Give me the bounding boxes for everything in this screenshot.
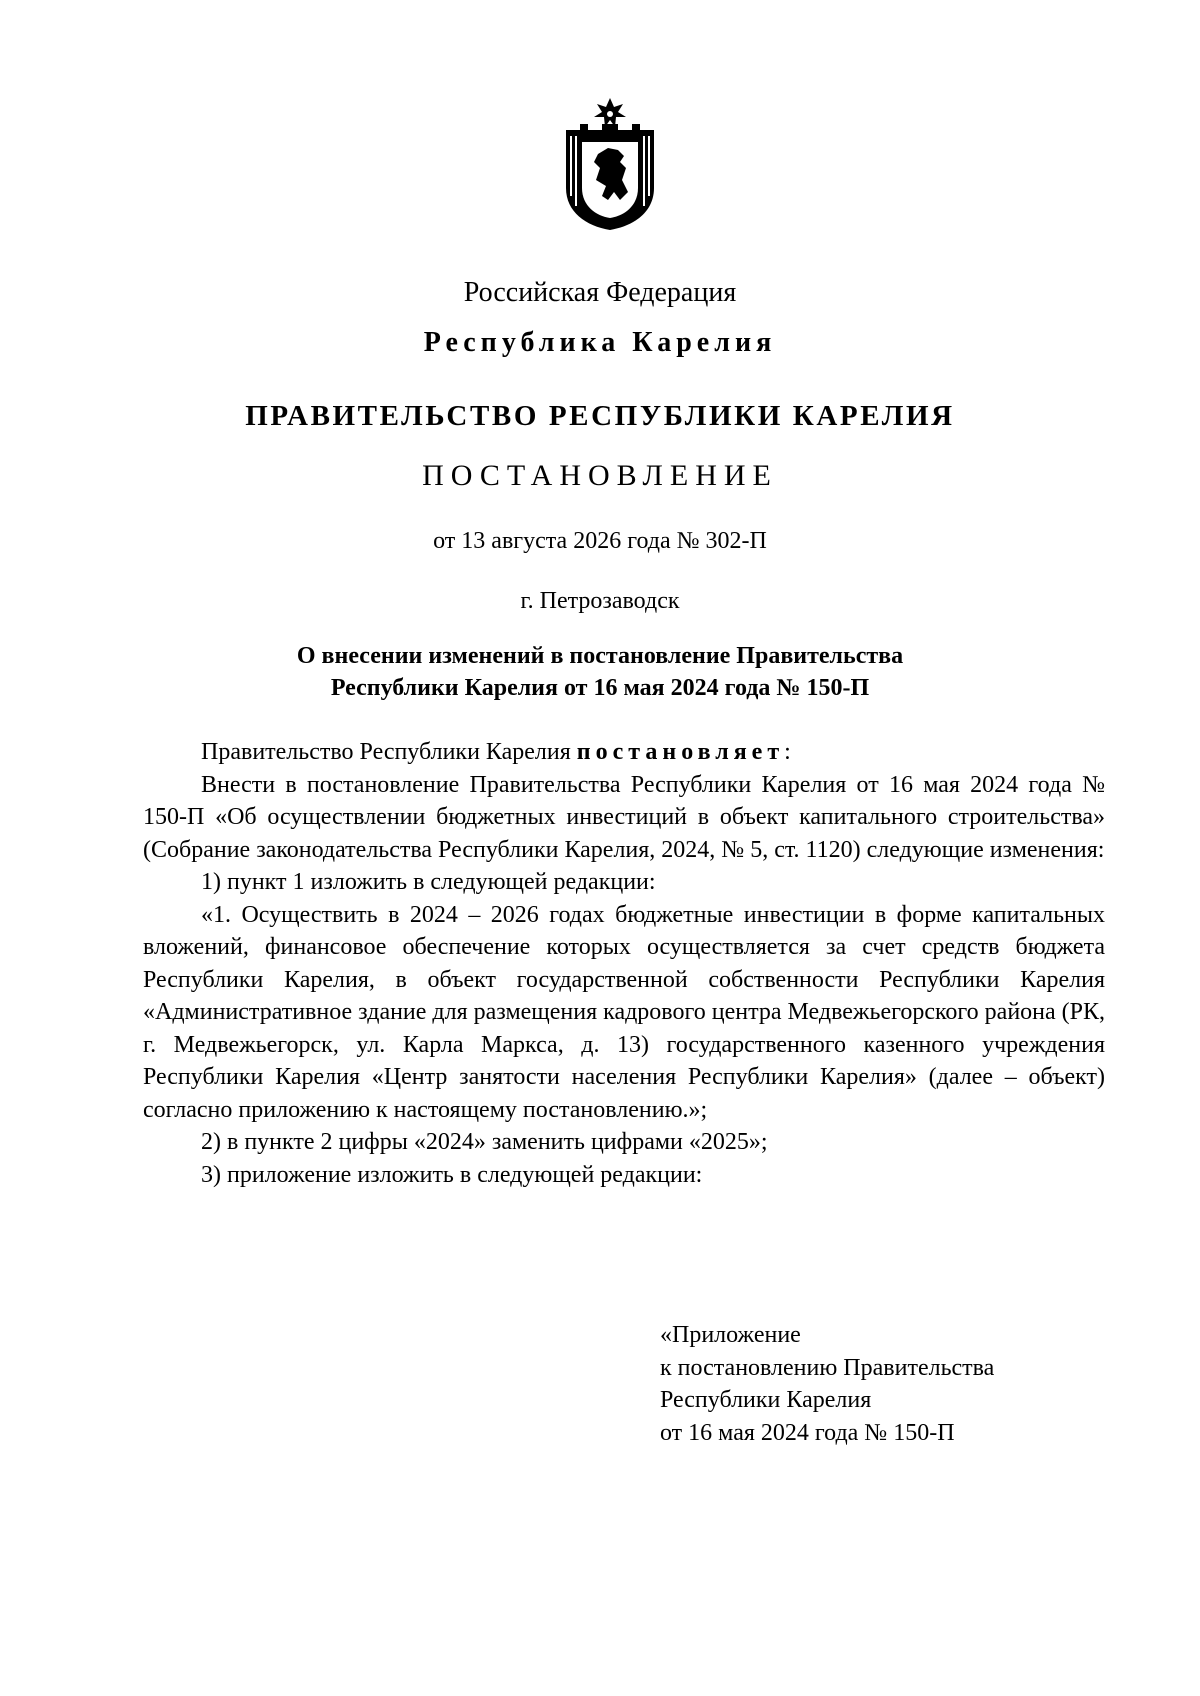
- intro-prefix: Правительство Республики Карелия: [201, 739, 577, 765]
- list-item-3: 3) приложение изложить в следующей редакции:: [201, 1161, 703, 1188]
- appendix-line-1: «Приложение: [660, 1322, 801, 1348]
- intro-suffix: :: [784, 739, 791, 765]
- appendix-line-4: от 16 мая 2024 года № 150-П: [660, 1419, 955, 1446]
- list-item-2: 2) в пункте 2 цифры «2024» заменить цифрами «2025»;: [201, 1129, 768, 1155]
- appendix-line-2: к постановлению Правительства: [660, 1354, 995, 1381]
- title-line-1: О внесении изменений в постановление Правительства: [296, 643, 904, 669]
- intro-paragraph: [143, 736, 1105, 769]
- document-type: ПОСТАНОВЛЕНИЕ: [422, 459, 778, 492]
- authority-name: ПРАВИТЕЛЬСТВО РЕСПУБЛИКИ КАРЕЛИЯ: [245, 400, 955, 432]
- intro-verb: постановляет: [576, 739, 785, 765]
- paragraph-main: Внести в постановление Правительства Республики Карелия от 16 мая 2024 года № 150-П «Об осуществлении бюджетных инвестиций в объект капитального строительства» (Собрание законодательства Республики Карелия, 2024, № 5, ст. 1120) следующие изменения:: [143, 771, 1105, 863]
- republic-name: Республика Карелия: [423, 327, 777, 358]
- coat-of-arms-emblem: [558, 96, 662, 232]
- quoted-paragraph: «1. Осуществить в 2024 – 2026 годах бюджетные инвестиции в форме капитальных вложений, финансовое обеспечение которых осуществляется за счет средств бюджета Республики Карелия, в объект государственной собственности Республики Карелия «Административное здание для размещения кадрового центра Медвежьегорского района (РК, г. Медвежьегорск, ул. Карла Маркса, д. 13) государственного казенного учреждения Республики Карелия «Центр занятости населения Республики Карелия» (далее – объект) согласно приложению к настоящему постановлению.»;: [143, 901, 1106, 1123]
- country-name: Российская Федерация: [463, 277, 737, 308]
- document-city: г. Петрозаводск: [520, 588, 680, 614]
- appendix-header: [660, 1319, 994, 1449]
- document-title: [0, 640, 1200, 704]
- list-item-1: 1) пункт 1 изложить в следующей редакции:: [201, 869, 656, 895]
- document-body: [143, 736, 1105, 1191]
- title-line-2: Республики Карелия от 16 мая 2024 года № 150-П: [330, 675, 870, 701]
- document-date-number: от 13 августа 2026 года № 302-П: [433, 528, 767, 554]
- appendix-line-3: Республики Карелия: [660, 1387, 872, 1413]
